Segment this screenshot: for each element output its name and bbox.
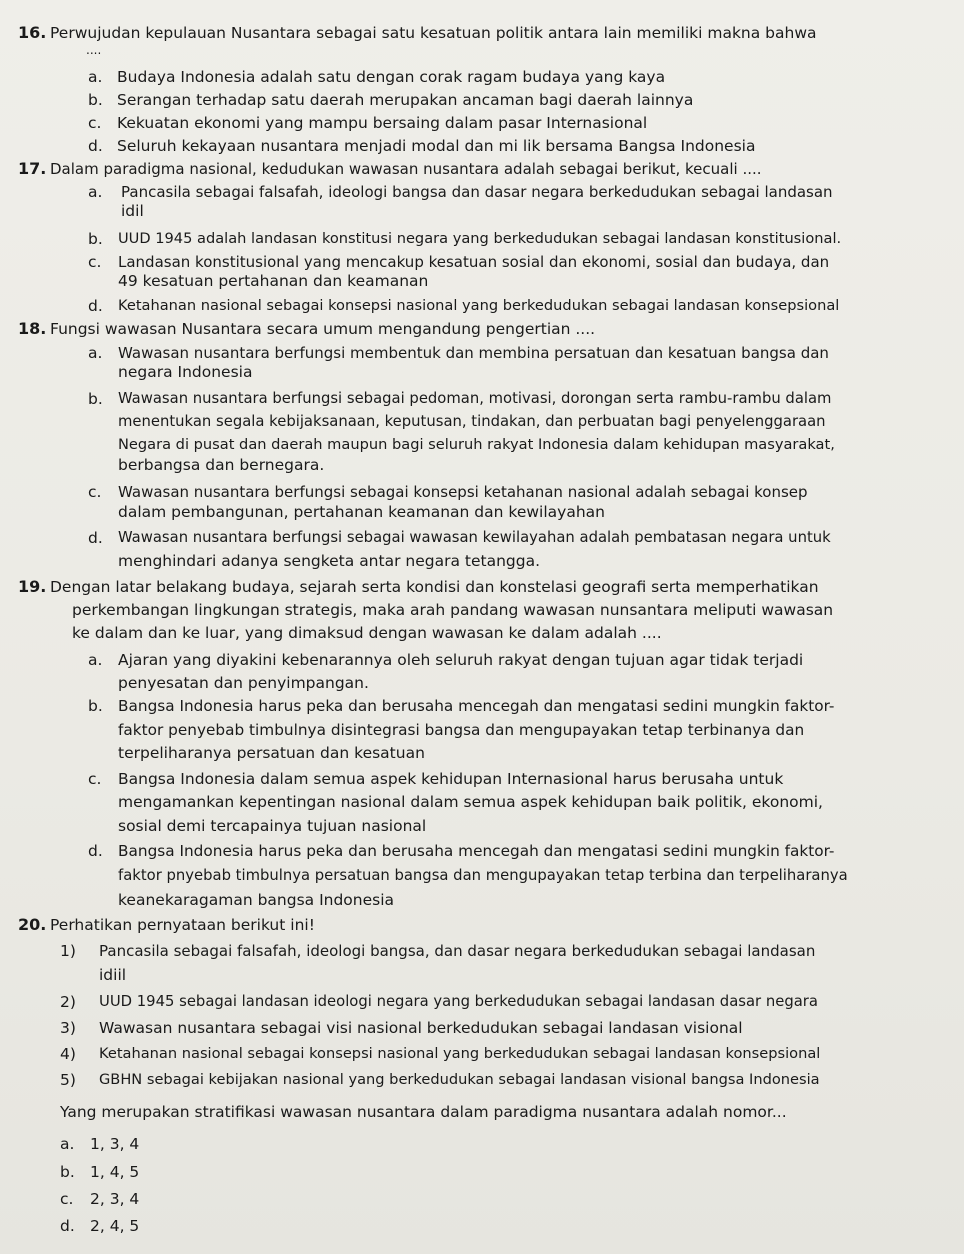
q18-option-a-text-2: negara Indonesia bbox=[118, 363, 253, 381]
question-16-stem-cont: .... bbox=[86, 43, 102, 57]
q20-statement-2-text: UUD 1945 sebagai landasan ideologi negara yang berkedudukan sebagai landasan dasar negara bbox=[99, 993, 818, 1010]
question-20-prompt: Yang merupakan stratifikasi wawasan nusantara dalam paradigma nusantara adalah nomor... bbox=[60, 1103, 787, 1121]
q17-option-c-text-2: 49 kesatuan pertahanan dan keamanan bbox=[118, 272, 429, 290]
q20-statement-5-text: GBHN sebagai kebijakan nasional yang berkedudukan sebagai landasan visional bangsa Indonesia bbox=[99, 1071, 820, 1088]
q18-option-b-text-2: menentukan segala kebijaksanaan, keputusan, tindakan, dan perbuatan bagi penyelenggaraan bbox=[118, 413, 826, 430]
q20-statement-3-num: 3) bbox=[60, 1019, 76, 1037]
q18-option-b-text-1: Wawasan nusantara berfungsi sebagai pedoman, motivasi, dorongan serta rambu-rambu dalam bbox=[118, 390, 832, 407]
q18-option-d-letter: d. bbox=[88, 529, 103, 547]
q18-option-b-text-3: Negara di pusat dan daerah maupun bagi seluruh rakyat Indonesia dalam kehidupan masyarakat, bbox=[118, 436, 835, 453]
q19-option-d-text-2: faktor pnyebab timbulnya persatuan bangsa dan mengupayakan tetap terbina dan terpeliharanya bbox=[118, 867, 848, 884]
q17-option-c-text-1: Landasan konstitusional yang mencakup kesatuan sosial dan ekonomi, sosial dan budaya, dan bbox=[118, 253, 830, 271]
q18-option-c-text-1: Wawasan nusantara berfungsi sebagai konsepsi ketahanan nasional adalah sebagai konsep bbox=[118, 483, 808, 501]
q17-option-a-text-1: Pancasila sebagai falsafah, ideologi bangsa dan dasar negara berkedudukan sebagai landasan bbox=[121, 183, 833, 201]
q17-option-a-letter: a. bbox=[88, 183, 103, 201]
q18-option-b-text-4: berbangsa dan bernegara. bbox=[118, 456, 325, 474]
q20-statement-3-text: Wawasan nusantara sebagai visi nasional berkedudukan sebagai landasan visional bbox=[99, 1019, 743, 1037]
q18-option-d-text-2: menghindari adanya sengketa antar negara tetangga. bbox=[118, 552, 540, 570]
q19-option-c-letter: c. bbox=[88, 770, 102, 788]
question-19-stem-1: Dengan latar belakang budaya, sejarah serta kondisi dan konstelasi geografi serta memperhatikan bbox=[50, 578, 819, 596]
question-16-stem: Perwujudan kepulauan Nusantara sebagai satu kesatuan politik antara lain memiliki makna bahwa bbox=[50, 24, 817, 42]
q19-option-b-text-1: Bangsa Indonesia harus peka dan berusaha mencegah dan mengatasi sedini mungkin faktor- bbox=[118, 697, 835, 715]
q18-option-c-text-2: dalam pembangunan, pertahanan keamanan dan kewilayahan bbox=[118, 503, 605, 521]
q20-option-b-text: 1, 4, 5 bbox=[90, 1163, 140, 1181]
q20-option-c-text: 2, 3, 4 bbox=[90, 1190, 140, 1208]
q20-statement-4-num: 4) bbox=[60, 1045, 76, 1063]
q18-option-b-letter: b. bbox=[88, 390, 103, 408]
q17-option-b-letter: b. bbox=[88, 230, 103, 248]
q20-option-d-text: 2, 4, 5 bbox=[90, 1217, 140, 1235]
q16-option-c-text: Kekuatan ekonomi yang mampu bersaing dalam pasar Internasional bbox=[117, 114, 648, 132]
q19-option-a-text-2: penyesatan dan penyimpangan. bbox=[118, 674, 369, 692]
q20-statement-1-text-1: Pancasila sebagai falsafah, ideologi bangsa, dan dasar negara berkedudukan sebagai landasan bbox=[99, 942, 816, 960]
question-19-stem-3: ke dalam dan ke luar, yang dimaksud dengan wawasan ke dalam adalah .... bbox=[72, 624, 662, 642]
q20-option-a-text: 1, 3, 4 bbox=[90, 1135, 140, 1153]
q20-statement-1-num: 1) bbox=[60, 942, 76, 960]
q16-option-b-letter: b. bbox=[88, 91, 103, 109]
q20-option-d-letter: d. bbox=[60, 1217, 75, 1235]
question-20-number: 20. bbox=[18, 915, 47, 934]
q18-option-d-text-1: Wawasan nusantara berfungsi sebagai wawasan kewilayahan adalah pembatasan negara untuk bbox=[118, 529, 831, 546]
q18-option-a-text-1: Wawasan nusantara berfungsi membentuk dan membina persatuan dan kesatuan bangsa dan bbox=[118, 344, 829, 362]
q17-option-c-letter: c. bbox=[88, 253, 102, 271]
q17-option-d-letter: d. bbox=[88, 297, 103, 315]
q19-option-a-letter: a. bbox=[88, 651, 103, 669]
q19-option-a-text-1: Ajaran yang diyakini kebenarannya oleh seluruh rakyat dengan tujuan agar tidak terjadi bbox=[118, 651, 804, 669]
q17-option-d-text: Ketahanan nasional sebagai konsepsi nasional yang berkedudukan sebagai landasan konsepsional bbox=[118, 297, 840, 314]
q16-option-a-letter: a. bbox=[88, 68, 103, 86]
q19-option-d-text-3: keanekaragaman bangsa Indonesia bbox=[118, 891, 395, 909]
q19-option-b-letter: b. bbox=[88, 697, 103, 715]
q18-option-c-letter: c. bbox=[88, 483, 102, 501]
q16-option-b-text: Serangan terhadap satu daerah merupakan ancaman bagi daerah lainnya bbox=[117, 91, 694, 109]
q18-option-a-letter: a. bbox=[88, 344, 103, 362]
question-18-stem: Fungsi wawasan Nusantara secara umum mengandung pengertian .... bbox=[50, 320, 596, 338]
q19-option-b-text-3: terpeliharanya persatuan dan kesatuan bbox=[118, 744, 425, 762]
question-19-stem-2: perkembangan lingkungan strategis, maka arah pandang wawasan nunsantara meliputi wawasan bbox=[72, 601, 834, 619]
q19-option-c-text-1: Bangsa Indonesia dalam semua aspek kehidupan Internasional harus berusaha untuk bbox=[118, 770, 784, 788]
question-17-stem: Dalam paradigma nasional, kedudukan wawasan nusantara adalah sebagai berikut, kecuali .... bbox=[50, 160, 762, 178]
q20-statement-5-num: 5) bbox=[60, 1071, 76, 1089]
q20-statement-4-text: Ketahanan nasional sebagai konsepsi nasional yang berkedudukan sebagai landasan konsepsional bbox=[99, 1045, 821, 1062]
q16-option-c-letter: c. bbox=[88, 114, 102, 132]
q17-option-a-text-2: idil bbox=[121, 202, 144, 220]
question-16-number: 16. bbox=[18, 23, 47, 42]
q19-option-c-text-3: sosial demi tercapainya tujuan nasional bbox=[118, 817, 427, 835]
q20-option-a-letter: a. bbox=[60, 1135, 75, 1153]
question-20-stem: Perhatikan pernyataan berikut ini! bbox=[50, 916, 315, 934]
question-19-number: 19. bbox=[18, 577, 47, 596]
q19-option-d-text-1: Bangsa Indonesia harus peka dan berusaha mencegah dan mengatasi sedini mungkin faktor- bbox=[118, 842, 835, 860]
q16-option-a-text: Budaya Indonesia adalah satu dengan corak ragam budaya yang kaya bbox=[117, 68, 666, 86]
question-18-number: 18. bbox=[18, 319, 47, 338]
q20-option-b-letter: b. bbox=[60, 1163, 75, 1181]
q20-statement-2-num: 2) bbox=[60, 993, 76, 1011]
question-17-number: 17. bbox=[18, 159, 47, 178]
q20-statement-1-text-2: idiil bbox=[99, 966, 127, 984]
q16-option-d-letter: d. bbox=[88, 137, 103, 155]
q19-option-b-text-2: faktor penyebab timbulnya disintegrasi bangsa dan mengupayakan tetap terbinanya dan bbox=[118, 721, 805, 739]
q17-option-b-text: UUD 1945 adalah landasan konstitusi negara yang berkedudukan sebagai landasan konstitusional. bbox=[118, 230, 842, 247]
q20-option-c-letter: c. bbox=[60, 1190, 74, 1208]
q19-option-d-letter: d. bbox=[88, 842, 103, 860]
q16-option-d-text: Seluruh kekayaan nusantara menjadi modal dan mi lik bersama Bangsa Indonesia bbox=[117, 137, 756, 155]
q19-option-c-text-2: mengamankan kepentingan nasional dalam semua aspek kehidupan baik politik, ekonomi, bbox=[118, 793, 823, 811]
